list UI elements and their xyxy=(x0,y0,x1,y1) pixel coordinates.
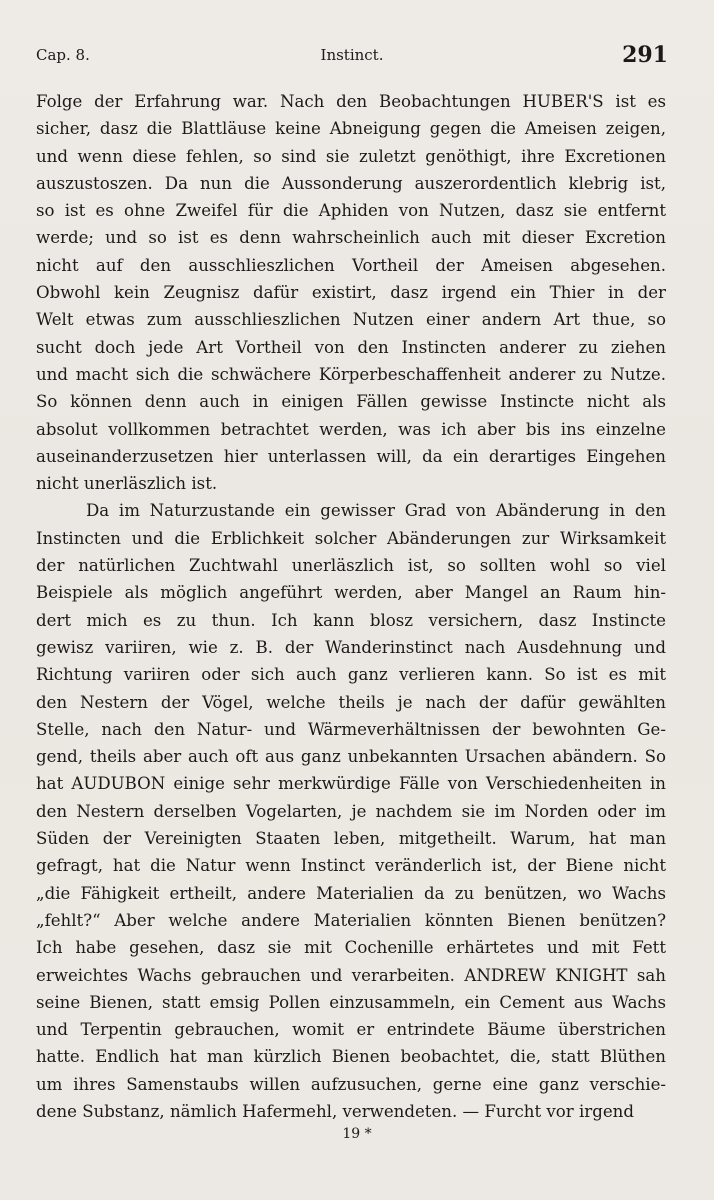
text-line: werde; und so ist es denn wahrscheinlich auch mit dieser Excretion xyxy=(36,228,666,248)
paragraph xyxy=(36,497,666,1125)
text-line: Richtung variiren oder sich auch ganz verlieren kann. So ist es mit xyxy=(36,665,666,685)
text-line: hatte. Endlich hat man kürzlich Bienen beobachtet, die, statt Blüthen xyxy=(36,1047,666,1067)
text-line: erweichtes Wachs gebrauchen und verarbeiten. ANDREW KNIGHT sah xyxy=(36,965,666,985)
text-line: absolut vollkommen betrachtet werden, was ich aber bis ins einzelne xyxy=(36,419,666,439)
text-line: „fehlt?“ Aber welche andere Materialien könnten Bienen benützen? xyxy=(36,910,666,930)
text-line: sicher, dasz die Blattläuse keine Abneigung gegen die Ameisen zeigen, xyxy=(36,119,666,139)
text-line: hat AUDUBON einige sehr merkwürdige Fälle von Verschiedenheiten in xyxy=(36,774,666,794)
text-line: und wenn diese fehlen, so sind sie zuletzt genöthigt, ihre Excretionen xyxy=(36,146,666,166)
chapter-title: Instinct. xyxy=(320,46,384,64)
text-line: so ist es ohne Zweifel für die Aphiden von Nutzen, dasz sie entfernt xyxy=(36,201,666,221)
text-line: Instincten und die Erblichkeit solcher Abänderungen zur Wirksamkeit xyxy=(36,528,666,548)
text-line: seine Bienen, statt emsig Pollen einzusammeln, ein Cement aus Wachs xyxy=(36,992,666,1012)
text-line: So können denn auch in einigen Fällen gewisse Instincte nicht als xyxy=(36,392,666,412)
body-text xyxy=(36,88,666,1125)
text-line: Welt etwas zum ausschlieszlichen Nutzen einer andern Art thue, so xyxy=(36,310,666,330)
text-line: „die Fähigkeit ertheilt, andere Materialien da zu benützen, wo Wachs xyxy=(36,883,666,903)
text-line: auszustoszen. Da nun die Aussonderung auszerordentlich klebrig ist, xyxy=(36,173,666,193)
page-number: 291 xyxy=(622,42,668,68)
text-line: gend, theils aber auch oft aus ganz unbekannten Ursachen abändern. So xyxy=(36,747,666,767)
text-line: Süden der Vereinigten Staaten leben, mitgetheilt. Warum, hat man xyxy=(36,829,666,849)
text-line: Stelle, nach den Natur- und Wärmeverhältnissen der bewohnten Ge- xyxy=(36,719,666,739)
text-line: Da im Naturzustande ein gewisser Grad von Abänderung in den xyxy=(86,501,666,521)
text-line: dert mich es zu thun. Ich kann blosz versichern, dasz Instincte xyxy=(36,610,666,630)
running-header xyxy=(36,42,668,72)
text-line: auseinanderzusetzen hier unterlassen will, da ein derartiges Eingehen xyxy=(36,446,666,466)
text-line: den Nestern der Vögel, welche theils je nach der dafür gewählten xyxy=(36,692,666,712)
text-line: den Nestern derselben Vogelarten, je nachdem sie im Norden oder im xyxy=(36,801,666,821)
text-line: gefragt, hat die Natur wenn Instinct veränderlich ist, der Biene nicht xyxy=(36,856,666,876)
text-line: nicht auf den ausschlieszlichen Vortheil der Ameisen abgesehen. xyxy=(36,255,666,275)
text-line: Obwohl kein Zeugnisz dafür existirt, dasz irgend ein Thier in der xyxy=(36,283,666,303)
text-line: gewisz variiren, wie z. B. der Wanderinstinct nach Ausdehnung und xyxy=(36,637,666,657)
text-line: nicht unerläszlich ist. xyxy=(36,474,218,494)
sheet-signature: 19 * xyxy=(342,1126,372,1142)
text-line: um ihres Samenstaubs willen aufzusuchen, gerne eine ganz verschie- xyxy=(36,1074,666,1094)
text-line: und Terpentin gebrauchen, womit er entrindete Bäume überstrichen xyxy=(36,1020,666,1040)
chapter-label: Cap. 8. xyxy=(36,46,90,64)
text-line: Folge der Erfahrung war. Nach den Beobachtungen HUBER'S ist es xyxy=(36,92,666,111)
text-line: dene Substanz, nämlich Hafermehl, verwendeten. — Furcht vor irgend xyxy=(36,1101,634,1121)
text-line: Ich habe gesehen, dasz sie mit Cochenille erhärtetes und mit Fett xyxy=(36,938,666,958)
text-line: und macht sich die schwächere Körperbeschaffenheit anderer zu Nutze. xyxy=(36,364,666,384)
text-line: Beispiele als möglich angeführt werden, aber Mangel an Raum hin- xyxy=(36,583,666,603)
paragraph xyxy=(36,88,666,497)
text-line: der natürlichen Zuchtwahl unerläszlich ist, so sollten wohl so viel xyxy=(36,556,666,576)
text-line: sucht doch jede Art Vortheil von den Instincten anderer zu ziehen xyxy=(36,337,666,357)
